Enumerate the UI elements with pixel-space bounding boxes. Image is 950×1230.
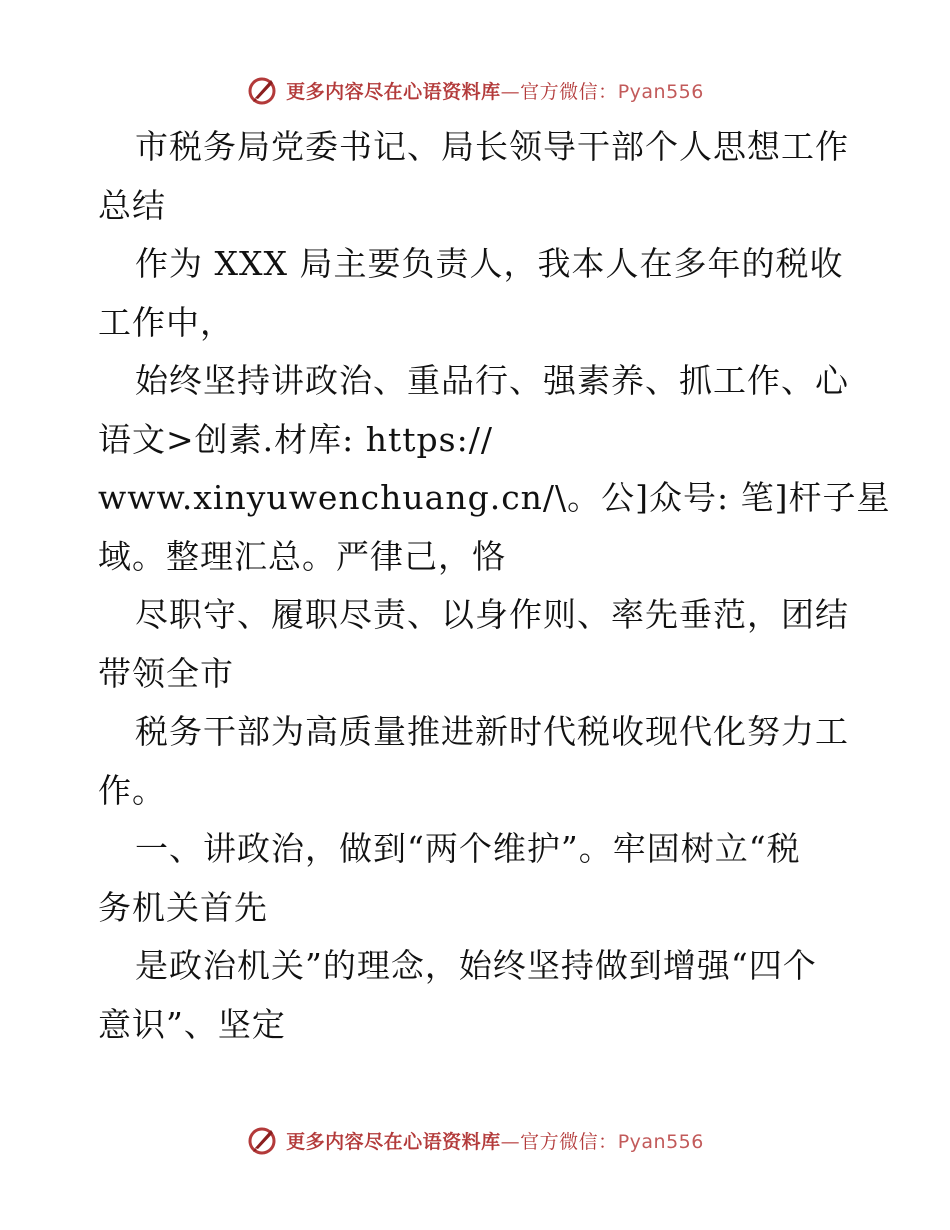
text-line: 带领全市 — [98, 653, 234, 693]
quill-pen-logo-icon — [246, 1124, 278, 1156]
watermark-dash: — — [500, 1130, 521, 1153]
text-line: 税务干部为高质量推进新时代税收现代化努力工 — [135, 712, 849, 751]
text-line: 工作中， — [98, 302, 234, 342]
text-line: www.xinyuwenchuang.cn/\。公]众号: 笔]杆子星 — [98, 478, 891, 517]
watermark-text — [286, 77, 704, 104]
watermark-handle: Pyan556 — [617, 80, 704, 103]
document-body — [98, 118, 891, 1054]
text-line: 始终坚持讲政治、重品行、强素养、抓工作、心 — [135, 361, 849, 400]
watermark-brand: 更多内容尽在心语资料库 — [286, 80, 501, 103]
text-line: 域。整理汇总。严律己，恪 — [98, 536, 506, 576]
footer-watermark — [0, 1120, 950, 1160]
text-line: 市税务局党委书记、局长领导干部个人思想工作 — [135, 127, 849, 166]
text-line: 作。 — [98, 770, 166, 810]
text-line: 务机关首先 — [98, 887, 268, 927]
text-line: 意识”、坚定 — [98, 1004, 286, 1044]
text-line: 总结 — [98, 185, 166, 225]
text-line: 作为 XXX 局主要负责人，我本人在多年的税收 — [135, 244, 844, 283]
watermark-dash: — — [500, 80, 521, 103]
watermark-handle: Pyan556 — [617, 1130, 704, 1153]
watermark-brand: 更多内容尽在心语资料库 — [286, 1130, 501, 1153]
text-line: 尽职守、履职尽责、以身作则、率先垂范，团结 — [135, 595, 849, 634]
quill-pen-logo-icon — [246, 74, 278, 106]
text-line: 是政治机关”的理念，始终坚持做到增强“四个 — [135, 946, 817, 985]
watermark-text — [286, 1127, 704, 1154]
watermark-label: 官方微信： — [520, 1130, 618, 1153]
text-line: 一、讲政治，做到“两个维护”。牢固树立“税 — [135, 829, 801, 868]
header-watermark — [0, 70, 950, 110]
text-line: 语文>创素.材库: https:// — [98, 419, 493, 459]
watermark-label: 官方微信： — [520, 80, 618, 103]
